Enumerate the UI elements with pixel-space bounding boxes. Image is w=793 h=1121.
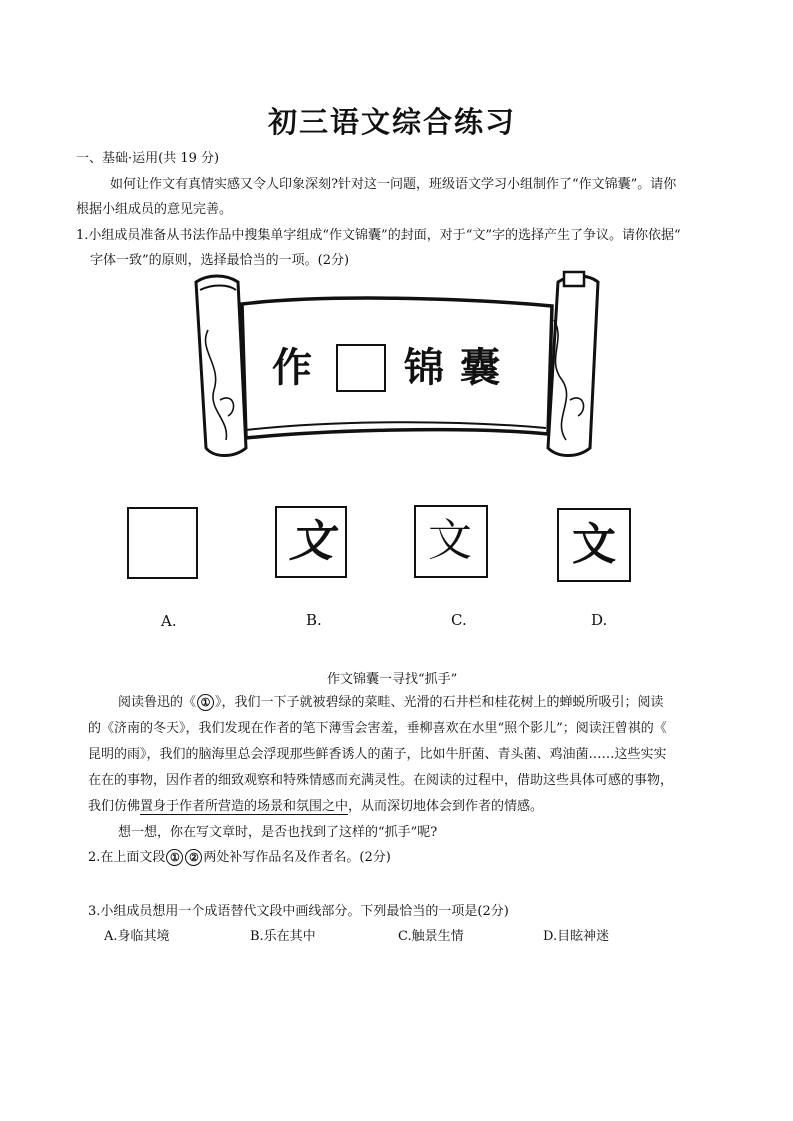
option-c-glyph: 文 (428, 515, 472, 566)
option-d-box[interactable] (557, 508, 631, 582)
intro-line-1: 如何让作文有真情实感又令人印象深刻?针对这一问题，班级语文学习小组制作了“作文锦囊”。请你 (110, 177, 677, 192)
section-heading: 一、基础·运用(共 19 分) (76, 151, 220, 166)
scroll-blank-box (336, 344, 386, 392)
intro-line-2: 根据小组成员的意见完善。 (76, 202, 233, 217)
option-a-box[interactable] (127, 507, 198, 579)
passage-line-4: 在在的事物，因作者的细致观察和特殊情感而充满灵性。在阅读的过程中，借助这些具体可感的事物， (88, 773, 674, 788)
passage-line-1: 阅读鲁迅的《 ① 》，我们一下子就被碧绿的菜畦、光滑的石井栏和桂花树上的蝉蜕所吸引；阅读 (118, 695, 664, 710)
option-b-box[interactable] (275, 506, 347, 578)
q3-option-c[interactable]: C.触景生情 (398, 929, 464, 944)
option-c-label: C. (451, 611, 467, 629)
q3-option-b[interactable]: B.乐在其中 (250, 929, 316, 944)
option-c-box[interactable] (414, 505, 488, 578)
option-d-glyph: 文 (572, 519, 616, 570)
passage-line-3: 昆明的雨》，我们的脑海里总会浮现那些鲜香诱人的菌子，比如牛肝菌、青头菌、鸡油菌……这些实实 (88, 747, 667, 762)
option-d-label: D. (591, 611, 608, 629)
q3-option-a[interactable]: A.身临其境 (104, 929, 170, 944)
option-b-label: B. (306, 611, 322, 629)
page-title: 初三语文综合练习 (268, 105, 517, 139)
option-b-glyph: 文 (289, 516, 333, 567)
q3-option-d[interactable]: D.目眩神迷 (543, 929, 610, 944)
blank-marker-1: ① (197, 694, 214, 711)
blank-marker-2-ref: ② (185, 849, 202, 866)
passage-line-6: 想一想，你在写文章时，是否也找到了这样的“抓手”呢? (118, 825, 438, 840)
passage-line-2: 的《济南的冬天》，我们发现在作者的笔下薄雪会害羞，垂柳喜欢在水里“照个影儿”；阅读汪曾祺的《 (88, 721, 667, 736)
scroll-char-1: 作 (272, 344, 312, 391)
underlined-phrase: 置身于作者所营造的场景和氛围之中 (140, 799, 349, 814)
scroll-illustration (186, 270, 606, 470)
blank-marker-1-ref: ① (166, 849, 183, 866)
option-a-label: A. (161, 612, 177, 630)
q2-stem: 2.在上面文段 ① ② 两处补写作品名及作者名。(2分) (88, 850, 391, 865)
scroll-char-3: 囊 (460, 344, 500, 391)
scroll-char-2: 锦 (404, 344, 444, 391)
passage-title: 作文锦囊一寻找“抓手” (327, 672, 458, 687)
passage-line-5: 我们仿佛置身于作者所营造的场景和氛围之中，从而深切地体会到作者的情感。 (88, 799, 544, 814)
q1-stem-line-2: 字体一致”的原则，选择最恰当的一项。(2分) (90, 253, 350, 268)
q3-stem: 3.小组成员想用一个成语替代文段中画线部分。下列最恰当的一项是(2分) (88, 904, 509, 919)
q1-stem-line-1: 1.小组成员准备从书法作品中搜集单字组成“作文锦囊”的封面，对于“文”字的选择产生了争议。请你依据“ (76, 228, 681, 243)
